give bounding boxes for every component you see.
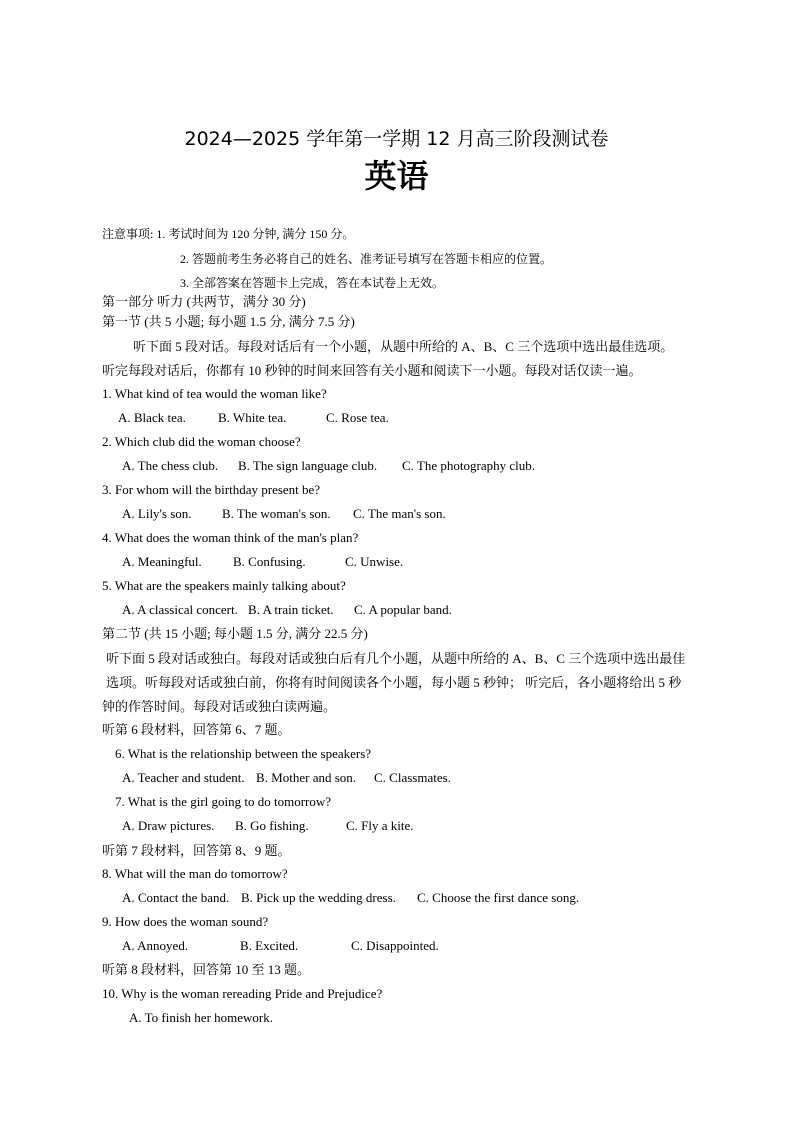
option-2c: C. The photography club. [402,458,535,473]
material-6: 听第 6 段材料，回答第 6、7 题。 [102,722,291,737]
option-5a: A. A classical concert. [122,602,238,617]
option-9b: B. Excited. [240,938,299,953]
option-3c: C. The man's son. [353,506,446,521]
option-5b: B. A train ticket. [248,602,334,617]
section2-instruction-2: 选项。听每段对话或独白前，你将有时间阅读各个小题，每小题 5 秒钟； 听完后，各小题将给出 5 秒 [106,675,682,690]
option-2a: A. The chess club. [122,458,219,473]
notice-line-2: 2. 答题前考生务必将自己的姓名、准考证号填写在答题卡相应的位置。 [180,252,553,266]
question-9: 9. How does the woman sound? [102,914,269,929]
material-8: 听第 8 段材料，回答第 10 至 13 题。 [102,962,311,977]
option-6c: C. Classmates. [374,770,451,785]
option-6b: B. Mother and son. [256,770,357,785]
section2-instruction-1: 听下面 5 段对话或独白。每段对话或独白后有几个小题，从题中所给的 A、B、C 三个选项中选出最佳 [106,651,686,666]
option-10a: A. To finish her homework. [129,1010,273,1025]
option-8a: A. Contact the band. [122,890,230,905]
option-7a: A. Draw pictures. [122,818,215,833]
notice-line-1: 注意事项: 1. 考试时间为 120 分钟, 满分 150 分。 [102,227,355,241]
option-8c: C. Choose the first dance song. [417,890,580,905]
section1-instruction-1: 听下面 5 段对话。每段对话后有一个小题，从题中所给的 A、B、C 三个选项中选出最佳选项。 [133,339,674,354]
option-2b: B. The sign language club. [238,458,378,473]
option-4a: A. Meaningful. [122,554,202,569]
option-9a: A. Annoyed. [122,938,189,953]
option-7c: C. Fly a kite. [346,818,414,833]
question-4: 4. What does the woman think of the man's plan? [102,530,359,545]
question-6: 6. What is the relationship between the speakers? [115,746,372,761]
question-7: 7. What is the girl going to do tomorrow? [115,794,332,809]
subject-title: 英语 [364,157,429,195]
material-7: 听第 7 段材料，回答第 8、9 题。 [102,843,291,858]
question-8: 8. What will the man do tomorrow? [102,866,288,881]
option-4c: C. Unwise. [345,554,404,569]
option-1c: C. Rose tea. [326,410,389,425]
question-1: 1. What kind of tea would the woman like? [102,386,327,401]
option-4b: B. Confusing. [233,554,306,569]
option-1a: A. Black tea. [118,410,186,425]
question-3: 3. For whom will the birthday present be? [102,482,321,497]
notice-line-3: 3. 全部答案在答题卡上完成，答在本试卷上无效。 [180,276,445,290]
option-7b: B. Go fishing. [235,818,309,833]
option-9c: C. Disappointed. [351,938,439,953]
option-1b: B. White tea. [218,410,287,425]
question-2: 2. Which club did the woman choose? [102,434,301,449]
option-3b: B. The woman's son. [222,506,331,521]
section1-heading: 第一节 (共 5 小题; 每小题 1.5 分, 满分 7.5 分) [102,314,355,329]
question-10: 10. Why is the woman rereading Pride and Prejudice? [102,986,383,1001]
section2-instruction-3: 钟的作答时间。每段对话或独白读两遍。 [102,699,337,714]
section2-heading: 第二节 (共 15 小题; 每小题 1.5 分, 满分 22.5 分) [102,626,368,641]
option-6a: A. Teacher and student. [122,770,245,785]
question-5: 5. What are the speakers mainly talking about? [102,578,346,593]
option-3a: A. Lily's son. [122,506,192,521]
section1-instruction-2: 听完每段对话后，你都有 10 秒钟的时间来回答有关小题和阅读下一小题。每段对话仅读一遍。 [102,363,642,378]
part1-heading: 第一部分 听力 (共两节，满分 30 分) [102,294,306,309]
option-8b: B. Pick up the wedding dress. [241,890,396,905]
exam-title: 2024—2025 学年第一学期 12 月高三阶段测试卷 [184,128,609,150]
option-5c: C. A popular band. [354,602,452,617]
